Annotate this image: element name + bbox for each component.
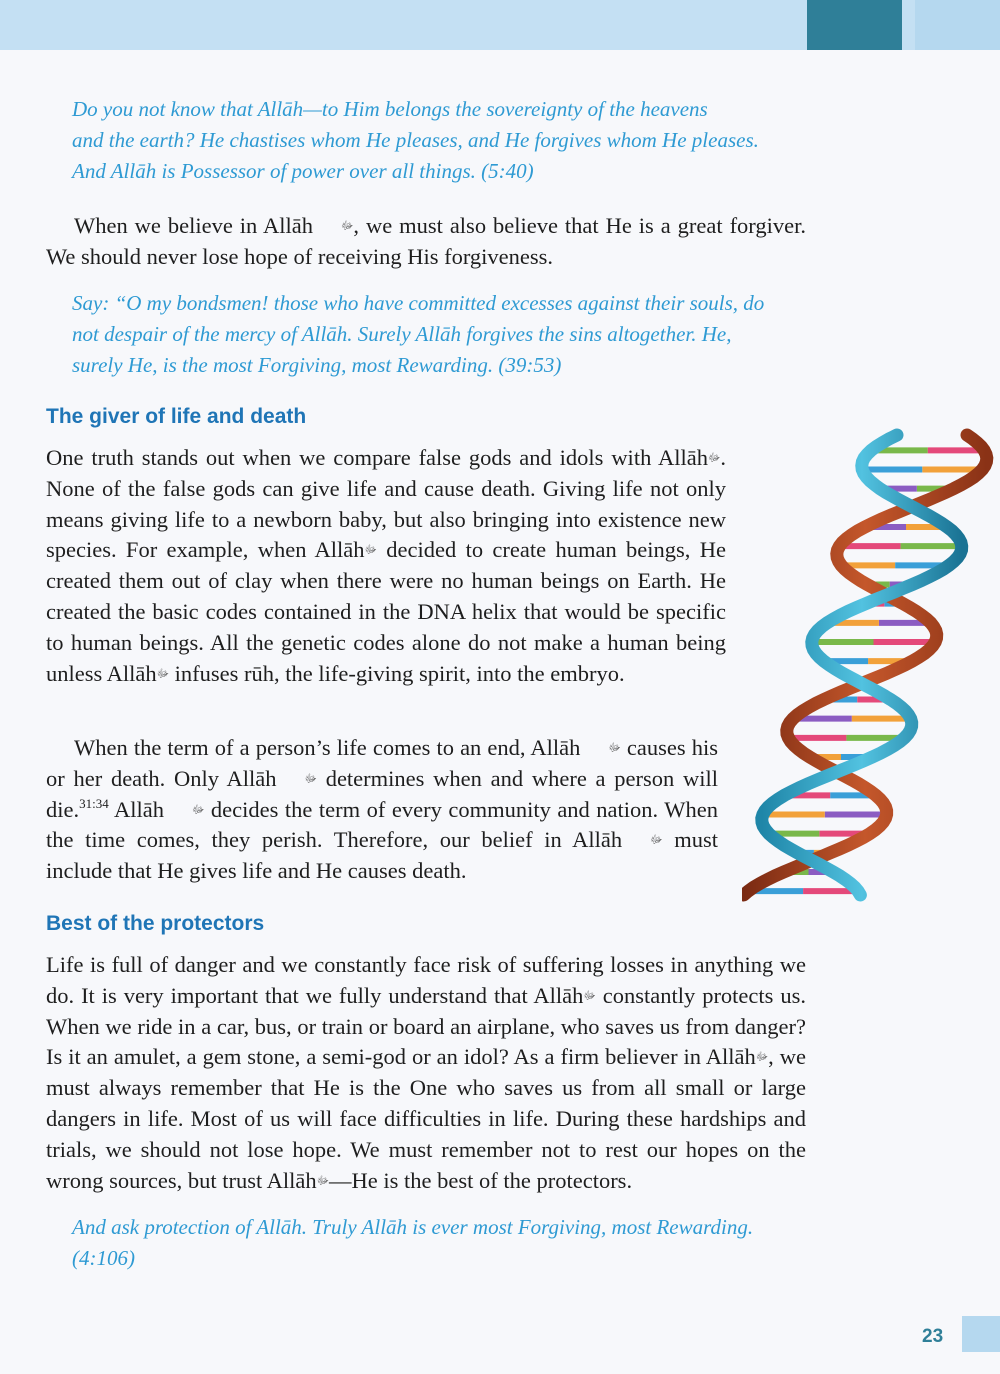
helix-strand-red	[744, 435, 987, 895]
top-accent-block	[807, 0, 902, 50]
honorific-icon: ﷻ	[650, 834, 663, 847]
honorific-icon: ﷻ	[192, 803, 205, 816]
quote-5-40	[72, 94, 812, 187]
quote-line: (4:106)	[72, 1246, 135, 1270]
quote-line: surely He, is the most Forgiving, most Rewarding. (39:53)	[72, 353, 562, 377]
paragraph-term-of-life: When the term of a person’s life comes to an end, Allāh ﷻ causes his or her death. Only Allāh ﷻ determines when and where a person will die.$^{31:34}$ Allāh ﷻ decides the term of every community and nation. When the time comes, they perish. Therefore, our belief in Allāh ﷻ must include that He gives life and He causes death.	[46, 735, 718, 884]
honorific-icon: ﷻ	[304, 772, 317, 785]
quote-line: And ask protection of Allāh. Truly Allāh is ever most Forgiving, most Rewarding.	[72, 1215, 754, 1239]
honorific-icon: ﷻ	[156, 667, 170, 680]
quote-line: Do you not know that Allāh—to Him belongs the sovereignty of the heavens	[72, 97, 708, 121]
honorific-icon: ﷻ	[608, 742, 621, 754]
helix-rungs	[748, 450, 984, 891]
quote-line: and the earth? He chastises whom He pleases, and He forgives whom He pleases.	[72, 128, 759, 152]
honorific-icon: ﷻ	[340, 220, 354, 232]
top-edge-block	[915, 0, 1000, 50]
paragraph-protectors: Life is full of danger and we constantly face risk of suffering losses in anything we do. It is very important that we fully understand that Allāhﷻ constantly protects us. When we ride in a car, bus, or train or board an airplane, who saves us from danger? Is it an amulet, a gem stone, a semi-god or an idol? As a firm believer in Allāhﷻ, we must always remember that He is the One who saves us from all small or large dangers in life. Most of us will face difficulties in life. During these hardships and trials, we should not lose hope. We must remember not to rest our hopes on the wrong sources, but trust Allāhﷻ—He is the best of the protectors.	[46, 950, 806, 1196]
honorific-icon: ﷻ	[707, 452, 721, 464]
dna-helix-illustration	[742, 425, 1000, 905]
page-number-tab	[962, 1316, 1000, 1352]
section-heading-protectors: Best of the protectors	[46, 912, 265, 935]
page-number: 23	[922, 1326, 944, 1347]
paragraph-life-death: One truth stands out when we compare false gods and idols with Allāhﷻ. None of the false gods can give life and cause death. Giving life not only means giving life to a newborn baby, but also bringing into existence new species. For example, when Allāhﷻ decided to create human beings, He created them out of clay when there were no human beings on Earth. He created the basic codes contained in the DNA helix that would be specific to human beings. All the genetic codes alone do not make a human being unless Allāhﷻ infuses rūh, the life-giving spirit, into the embryo.	[46, 443, 726, 689]
honorific-icon: ﷻ	[755, 1051, 769, 1064]
quote-line: not despair of the mercy of Allāh. Surely Allāh forgives the sins altogether. He,	[72, 322, 732, 346]
section-heading-life-death: The giver of life and death	[46, 405, 307, 428]
paragraph-forgiver: When we believe in Allāh ﷻ, we must also believe that He is a great forgiver. We should never lose hope of receiving His forgiveness.	[46, 213, 807, 269]
verse-reference: 31:34	[79, 795, 109, 811]
quote-line: And Allāh is Possessor of power over all things. (5:40)	[72, 159, 534, 183]
honorific-icon: ﷻ	[364, 544, 377, 557]
quote-39-53	[72, 288, 812, 381]
quote-line: Say: “O my bondsmen! those who have committed excesses against their souls, do	[72, 291, 765, 315]
quote-4-106	[72, 1212, 812, 1274]
honorific-icon: ﷻ	[583, 989, 596, 1002]
honorific-icon: ﷻ	[316, 1174, 330, 1187]
